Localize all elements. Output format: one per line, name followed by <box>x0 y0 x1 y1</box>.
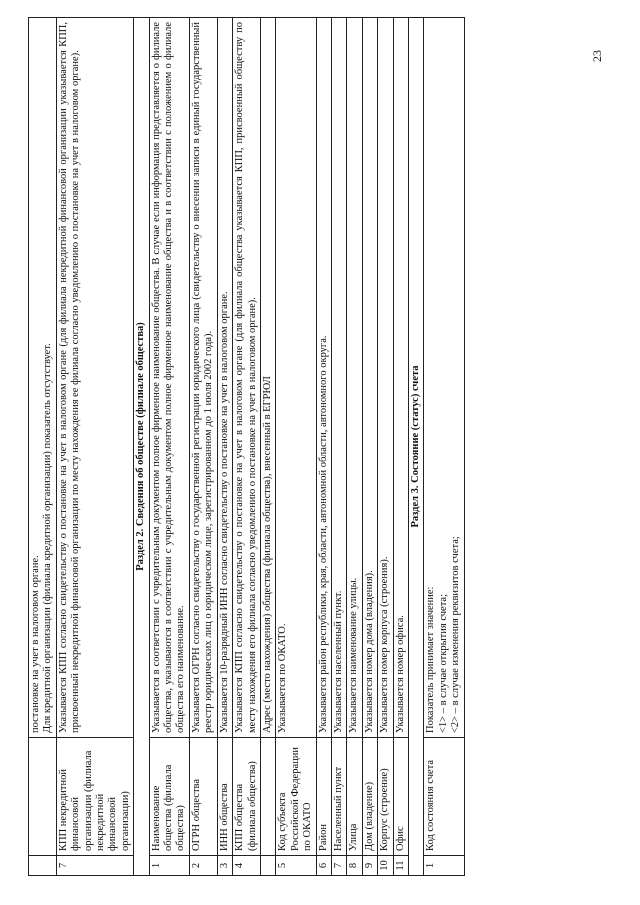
row-number: 6 <box>316 856 331 876</box>
field-name: Корпус (строение) <box>378 738 393 856</box>
rotated-page <box>28 18 620 876</box>
field-name: Дом (владение) <box>362 738 377 856</box>
field-name: ОГРН общества <box>189 738 217 856</box>
row-number: 11 <box>393 856 408 876</box>
value-line: Показатель принимает значение: <box>425 586 437 733</box>
field-name: Населенный пункт <box>331 738 346 856</box>
table-row <box>316 18 331 876</box>
field-name: КПП общества (филиала общества) <box>233 738 261 856</box>
value-line: <1> – в случае открытия счета; <box>437 593 449 733</box>
table-row <box>217 18 232 876</box>
row-number: 1 <box>424 856 464 876</box>
continuation-note: Для кредитной организации (филиала кредитной организации) показатель отсутствует. <box>42 343 54 733</box>
field-name: Код состояния счета <box>424 738 464 856</box>
field-description: Указывается 10-разрядный ИНН согласно свидетельству о постановке на учет в налоговом органе. <box>217 18 232 738</box>
row-number: 8 <box>347 856 362 876</box>
table-row <box>149 18 189 876</box>
field-name: Наименование общества (филиала общества) <box>149 738 189 856</box>
field-description: Указывается ОГРН согласно свидетельству о государственной регистрации юридического лица (свидетельству о внесении записи в единый государственный реестр юридических лиц о юридическом лице, зарегистрированном до 1 июля 2002 года). <box>189 18 217 738</box>
page-number: 23 <box>590 50 604 62</box>
row-number: 4 <box>233 856 261 876</box>
table-row <box>362 18 377 876</box>
field-description: Указывается по ОКАТО. <box>276 18 316 738</box>
table-row <box>29 18 57 876</box>
row-number: 7 <box>331 856 346 876</box>
row-number: 2 <box>189 856 217 876</box>
field-description: Указывается район республики, края, области, автономной области, автономного округа. <box>316 18 331 738</box>
field-name: Район <box>316 738 331 856</box>
field-description: Указывается номер дома (владения). <box>362 18 377 738</box>
continuation-text: постановке на учет в налоговом органе. <box>30 555 41 733</box>
section-row <box>408 18 423 876</box>
field-name: Офис <box>393 738 408 856</box>
table-row <box>276 18 316 876</box>
section-2-title: Раздел 2. Сведения об обществе (филиале общества) <box>134 18 149 876</box>
field-description: Указывается КПП согласно свидетельству о постановке на учет в налоговом органе (для филиала общества указывается КПП, присвоенный обществу по месту нахождения его филиала согласно уведомлению о постановке на учет в налоговом органе). <box>233 18 261 738</box>
table-row <box>424 18 464 876</box>
row-number: 1 <box>149 856 189 876</box>
continuation-cell <box>29 18 57 738</box>
row-number: 7 <box>56 856 133 876</box>
field-description: Указывается населенный пункт. <box>331 18 346 738</box>
value-line: <2> – в случае изменения реквизитов счета; <box>450 536 462 733</box>
table-row <box>331 18 346 876</box>
field-name: ИНН общества <box>217 738 232 856</box>
section-row <box>134 18 149 876</box>
table-row <box>378 18 393 876</box>
field-description: Указывается наименование улицы. <box>347 18 362 738</box>
table-row <box>393 18 408 876</box>
field-name: КПП некредитной финансовой организации (филиала некредитной финансовой организации) <box>56 738 133 856</box>
row-number: 9 <box>362 856 377 876</box>
fields-table <box>28 17 465 876</box>
field-description <box>424 18 464 738</box>
table-row <box>347 18 362 876</box>
table-row <box>233 18 261 876</box>
row-number: 3 <box>217 856 232 876</box>
row-number: 5 <box>276 856 316 876</box>
field-description: Указывается номер офиса. <box>393 18 408 738</box>
field-description: Указывается в соответствии с учредительным документом полное фирменное наименование общества. В случае если информация представляется о филиале общества, указываются в соответствии с учредительным документом полное фирменное наименование общества и в соответствии с положением о филиале общества его наименование. <box>149 18 189 738</box>
section-3-title: Раздел 3. Состояние (статус) счета <box>408 18 423 876</box>
table-row <box>56 18 133 876</box>
field-description: Указывается номер корпуса (строения). <box>378 18 393 738</box>
field-description: Указывается КПП согласно свидетельству о постановке на учет в налоговом органе (для филиала некредитной финансовой организации указывается КПП, присвоенный некредитной финансовой организации по месту нахождения ее филиала согласно уведомлению о постановке на учет в налоговом органе). <box>56 18 133 738</box>
row-number: 10 <box>378 856 393 876</box>
table-row <box>189 18 217 876</box>
field-name: Улица <box>347 738 362 856</box>
address-heading-row <box>260 18 275 876</box>
address-heading: Адрес (место нахождения) общества (филиала общества), внесенный в ЕГРЮЛ <box>260 18 275 738</box>
field-name: Код субъекта Российской Федерации по ОКАТО <box>276 738 316 856</box>
